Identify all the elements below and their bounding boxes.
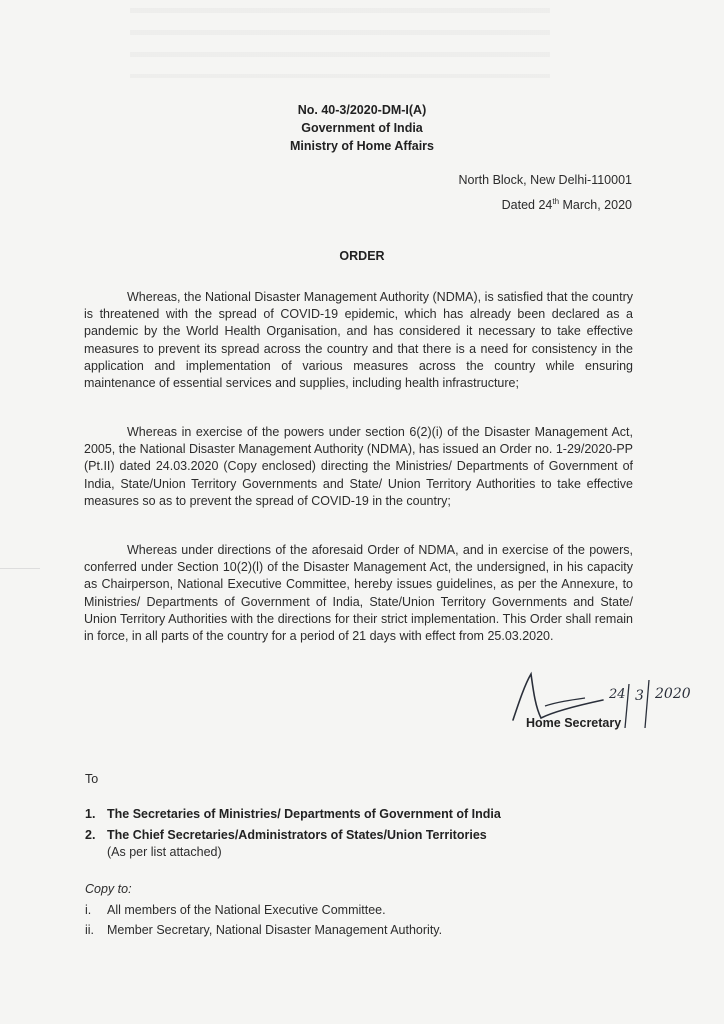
list-item <box>85 900 442 920</box>
list-text: All members of the National Executive Committee. <box>107 903 386 917</box>
copy-to-list <box>85 900 442 940</box>
address-block <box>459 170 632 216</box>
list-number: i. <box>85 903 92 917</box>
date-suffix: March, 2020 <box>559 198 632 213</box>
list-item <box>85 825 501 846</box>
recipients-note: (As per list attached) <box>107 845 222 859</box>
paragraph-text: Whereas, the National Disaster Management Authority (NDMA), is satisfied that the country is threatened with the spread of COVID-19 epidemic, which has already been declared as a pandemic by the World Health Organisation, and has considered it necessary to take effective measures to prevent its spread across the country and that there is a need for consistency in the application and implementation of various measures across the country while ensuring maintenance of essential services and supplies, including health infrastructure; <box>84 290 633 391</box>
ministry-name: Ministry of Home Affairs <box>289 139 434 153</box>
svg-text:3: 3 <box>635 688 644 704</box>
list-text: The Secretaries of Ministries/ Departments of Government of India <box>107 807 501 821</box>
list-item <box>85 920 442 940</box>
paragraph-text: Whereas under directions of the aforesaid Order of NDMA, and in exercise of the powers, conferred under Section 10(2)(l) of the Disaster Management Act, the undersigned, in his capacity as Chairperson, National Executive Committee, hereby issues guidelines, as per the Annexure, to Ministries/ Departments of Government of India, State/Union Territory Governments and State/ Union Territory Authorities with the directions for their strict implementation. This Order shall remain in force, in all parts of the country for a period of 21 days with effect from 25.03.2020. <box>84 543 633 644</box>
paragraph-2 <box>84 424 633 510</box>
list-text: The Chief Secretaries/Administrators of States/Union Territories <box>107 828 487 842</box>
signatory-designation: Home Secretary <box>526 716 622 730</box>
handwritten-signature <box>505 662 715 742</box>
date-line <box>459 191 632 216</box>
list-text: Member Secretary, National Disaster Management Authority. <box>107 923 443 937</box>
address-line: North Block, New Delhi-110001 <box>458 173 632 187</box>
list-number: ii. <box>85 923 95 937</box>
date-prefix: Dated 24 <box>501 198 553 213</box>
to-label: To <box>85 772 99 786</box>
recipients-list <box>85 804 501 846</box>
government-name: Government of India <box>301 121 423 135</box>
list-number: 1. <box>85 807 96 821</box>
reference-number: No. 40-3/2020-DM-I(A) <box>297 103 427 117</box>
page-edge-mark <box>0 568 40 569</box>
paragraph-text: Whereas in exercise of the powers under section 6(2)(i) of the Disaster Management Act, 2005, the National Disaster Management Authority (NDMA), has issued an Order no. 1-29/2020-PP (Pt.II) dated 24.03.2020 (Copy enclosed) directing the Ministries/ Departments of Government of India, State/Union Territory Governments and State/ Union Territory Authorities to take effective measures so as to prevent the spread of COVID-19 in the country; <box>84 425 633 508</box>
faint-letterhead-bleed <box>130 8 550 78</box>
date-superscript: th <box>552 197 560 206</box>
svg-text:2020: 2020 <box>655 686 691 702</box>
paragraph-3 <box>84 542 633 645</box>
order-title: ORDER <box>339 249 385 263</box>
paragraph-1 <box>84 289 633 392</box>
svg-text:24: 24 <box>609 687 626 702</box>
list-item <box>85 804 501 825</box>
list-number: 2. <box>85 828 96 842</box>
document-header <box>0 101 724 155</box>
copy-to-label: Copy to: <box>85 882 132 896</box>
